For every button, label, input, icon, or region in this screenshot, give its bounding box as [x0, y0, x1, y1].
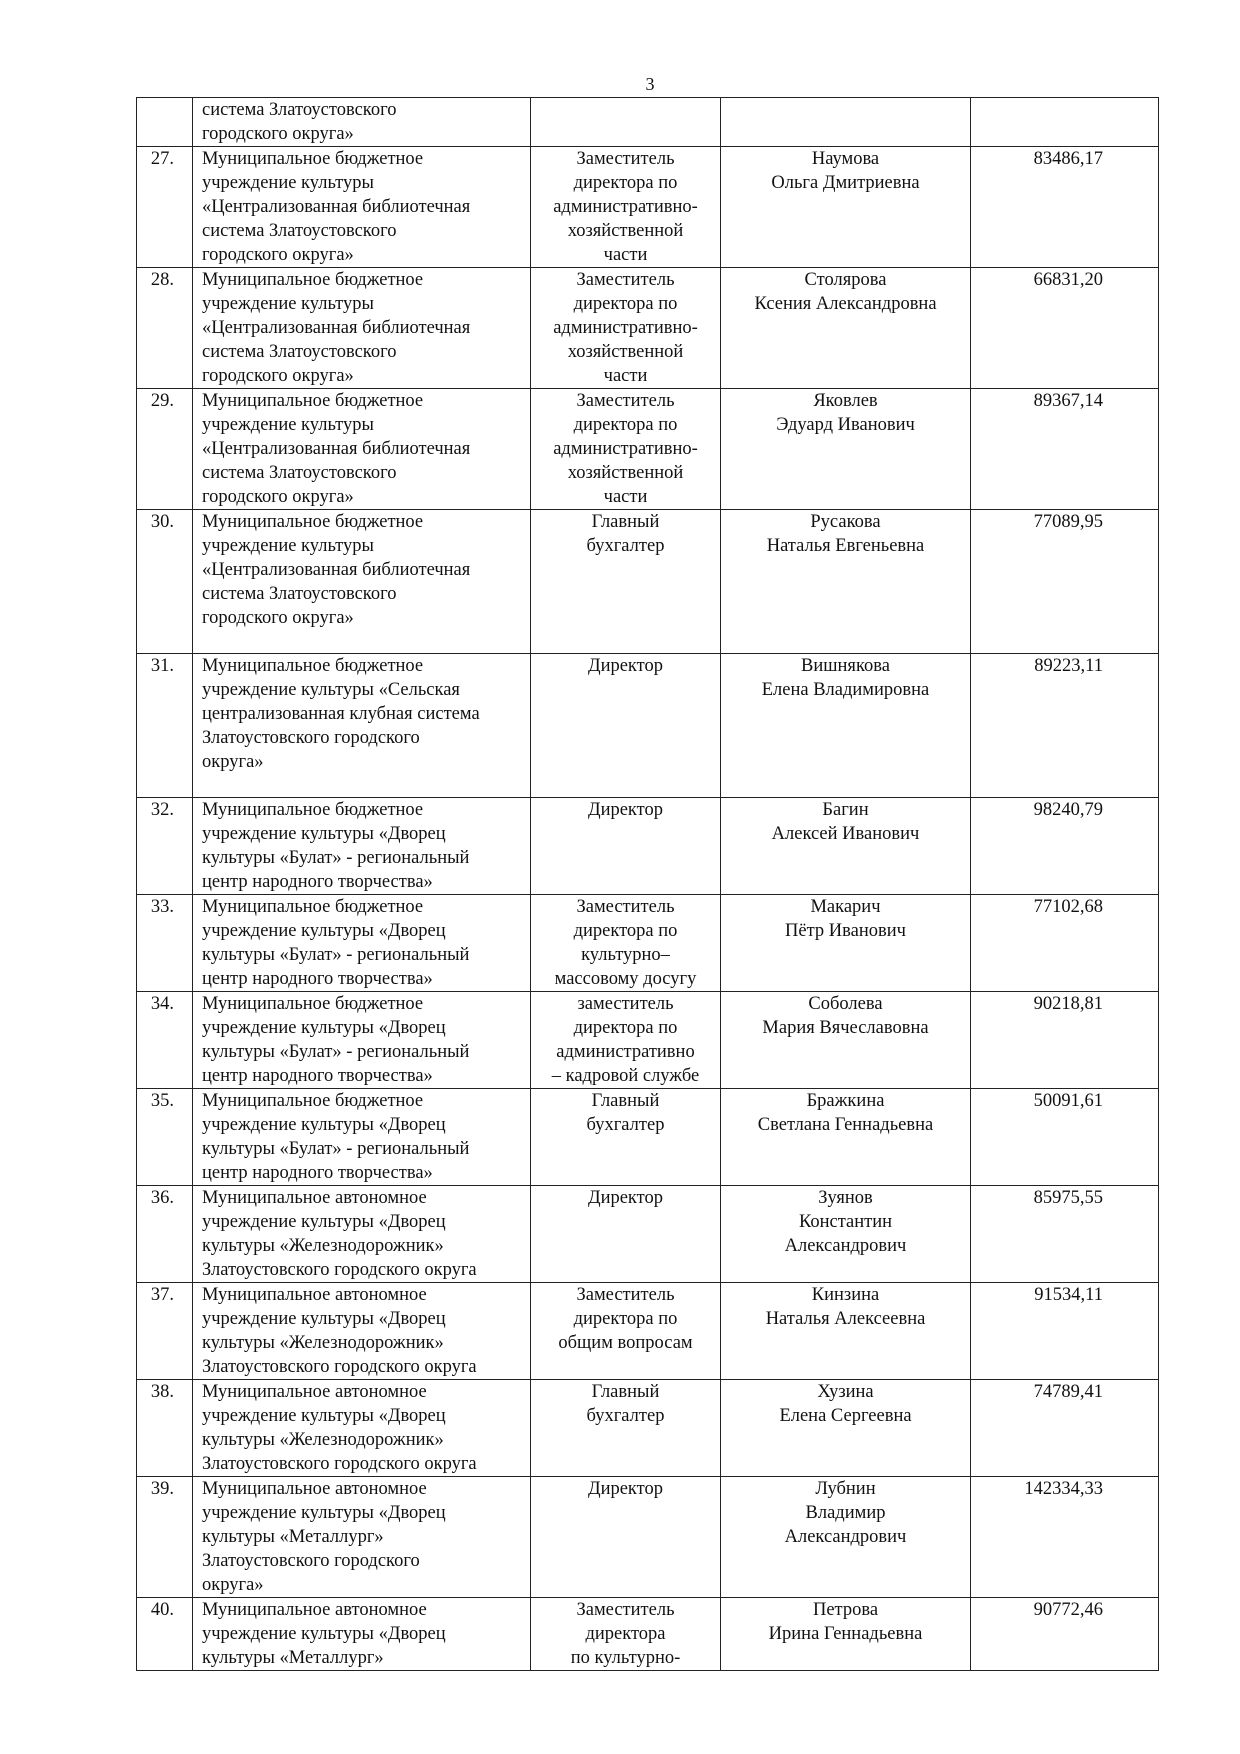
row-number: 31.	[137, 654, 193, 798]
table-row	[137, 98, 1159, 147]
table-row	[137, 1380, 1159, 1477]
salary-cell: 85975,55	[971, 1186, 1159, 1283]
name-cell: Хузина Елена Сергеевна	[721, 1380, 971, 1477]
position-cell: Директор	[531, 654, 721, 798]
row-number: 40.	[137, 1598, 193, 1671]
name-cell: Бражкина Светлана Геннадьевна	[721, 1089, 971, 1186]
row-number: 36.	[137, 1186, 193, 1283]
organization-cell: Муниципальное бюджетное учреждение культуры «Централизованная библиотечная система Златоустовского городского округа»	[193, 147, 531, 268]
row-number: 35.	[137, 1089, 193, 1186]
salary-cell: 89223,11	[971, 654, 1159, 798]
position-cell: Заместитель директора по административно- хозяйственной части	[531, 389, 721, 510]
salary-cell: 74789,41	[971, 1380, 1159, 1477]
name-cell: Яковлев Эдуард Иванович	[721, 389, 971, 510]
salary-cell: 142334,33	[971, 1477, 1159, 1598]
position-cell: Директор	[531, 1186, 721, 1283]
row-number: 27.	[137, 147, 193, 268]
salary-cell: 77089,95	[971, 510, 1159, 654]
position-cell: заместитель директора по административно – кадровой службе	[531, 992, 721, 1089]
position-cell: Главный бухгалтер	[531, 1089, 721, 1186]
organization-cell: Муниципальное бюджетное учреждение культуры «Централизованная библиотечная система Златоустовского городского округа»	[193, 268, 531, 389]
position-cell: Директор	[531, 1477, 721, 1598]
row-number	[137, 98, 193, 147]
row-number: 37.	[137, 1283, 193, 1380]
organization-cell: система Златоустовского городского округа»	[193, 98, 531, 147]
organization-cell: Муниципальное автономное учреждение культуры «Дворец культуры «Металлург» Златоустовского городского округа»	[193, 1477, 531, 1598]
organization-cell: Муниципальное автономное учреждение культуры «Дворец культуры «Железнодорожник» Златоустовского городского округа	[193, 1186, 531, 1283]
table-row	[137, 992, 1159, 1089]
row-number: 34.	[137, 992, 193, 1089]
salary-cell: 66831,20	[971, 268, 1159, 389]
organization-cell: Муниципальное бюджетное учреждение культуры «Дворец культуры «Булат» - региональный центр народного творчества»	[193, 895, 531, 992]
name-cell: Багин Алексей Иванович	[721, 798, 971, 895]
table-row	[137, 510, 1159, 654]
organization-cell: Муниципальное автономное учреждение культуры «Дворец культуры «Железнодорожник» Златоустовского городского округа	[193, 1380, 531, 1477]
position-cell: Заместитель директора по общим вопросам	[531, 1283, 721, 1380]
name-cell: Наумова Ольга Дмитриевна	[721, 147, 971, 268]
page-number: 3	[645, 74, 655, 94]
name-cell: Вишнякова Елена Владимировна	[721, 654, 971, 798]
name-cell: Макарич Пётр Иванович	[721, 895, 971, 992]
table-row	[137, 1477, 1159, 1598]
name-cell: Кинзина Наталья Алексеевна	[721, 1283, 971, 1380]
salary-cell: 90772,46	[971, 1598, 1159, 1671]
salary-cell: 89367,14	[971, 389, 1159, 510]
row-number: 33.	[137, 895, 193, 992]
name-cell: Соболева Мария Вячеславовна	[721, 992, 971, 1089]
row-number: 29.	[137, 389, 193, 510]
organization-cell: Муниципальное бюджетное учреждение культуры «Сельская централизованная клубная система Златоустовского городского округа»	[193, 654, 531, 798]
table-row	[137, 147, 1159, 268]
table-row	[137, 1598, 1159, 1671]
salary-cell: 50091,61	[971, 1089, 1159, 1186]
table-row	[137, 389, 1159, 510]
salary-cell: 91534,11	[971, 1283, 1159, 1380]
row-number: 30.	[137, 510, 193, 654]
organization-cell: Муниципальное автономное учреждение культуры «Дворец культуры «Металлург»	[193, 1598, 531, 1671]
name-cell: Зуянов Константин Александрович	[721, 1186, 971, 1283]
table-row	[137, 798, 1159, 895]
organization-cell: Муниципальное автономное учреждение культуры «Дворец культуры «Железнодорожник» Златоустовского городского округа	[193, 1283, 531, 1380]
table-row	[137, 1089, 1159, 1186]
organization-cell: Муниципальное бюджетное учреждение культуры «Централизованная библиотечная система Златоустовского городского округа»	[193, 389, 531, 510]
organization-cell: Муниципальное бюджетное учреждение культуры «Централизованная библиотечная система Златоустовского городского округа»	[193, 510, 531, 654]
salary-cell	[971, 98, 1159, 147]
name-cell	[721, 98, 971, 147]
organization-cell: Муниципальное бюджетное учреждение культуры «Дворец культуры «Булат» - региональный центр народного творчества»	[193, 1089, 531, 1186]
name-cell: Русакова Наталья Евгеньевна	[721, 510, 971, 654]
table-row	[137, 1186, 1159, 1283]
row-number: 28.	[137, 268, 193, 389]
name-cell: Петрова Ирина Геннадьевна	[721, 1598, 971, 1671]
position-cell: Главный бухгалтер	[531, 510, 721, 654]
position-cell: Заместитель директора по административно- хозяйственной части	[531, 147, 721, 268]
position-cell: Заместитель директора по административно- хозяйственной части	[531, 268, 721, 389]
name-cell: Лубнин Владимир Александрович	[721, 1477, 971, 1598]
position-cell: Директор	[531, 798, 721, 895]
salary-cell: 83486,17	[971, 147, 1159, 268]
salary-cell: 90218,81	[971, 992, 1159, 1089]
salary-table	[136, 97, 1159, 1671]
name-cell: Столярова Ксения Александровна	[721, 268, 971, 389]
position-cell: Главный бухгалтер	[531, 1380, 721, 1477]
organization-cell: Муниципальное бюджетное учреждение культуры «Дворец культуры «Булат» - региональный центр народного творчества»	[193, 798, 531, 895]
organization-cell: Муниципальное бюджетное учреждение культуры «Дворец культуры «Булат» - региональный центр народного творчества»	[193, 992, 531, 1089]
salary-cell: 98240,79	[971, 798, 1159, 895]
row-number: 39.	[137, 1477, 193, 1598]
table-row	[137, 268, 1159, 389]
table-row	[137, 654, 1159, 798]
salary-cell: 77102,68	[971, 895, 1159, 992]
table-row	[137, 895, 1159, 992]
position-cell: Заместитель директора по культурно-	[531, 1598, 721, 1671]
position-cell: Заместитель директора по культурно– массовому досугу	[531, 895, 721, 992]
row-number: 32.	[137, 798, 193, 895]
row-number: 38.	[137, 1380, 193, 1477]
position-cell	[531, 98, 721, 147]
table-row	[137, 1283, 1159, 1380]
